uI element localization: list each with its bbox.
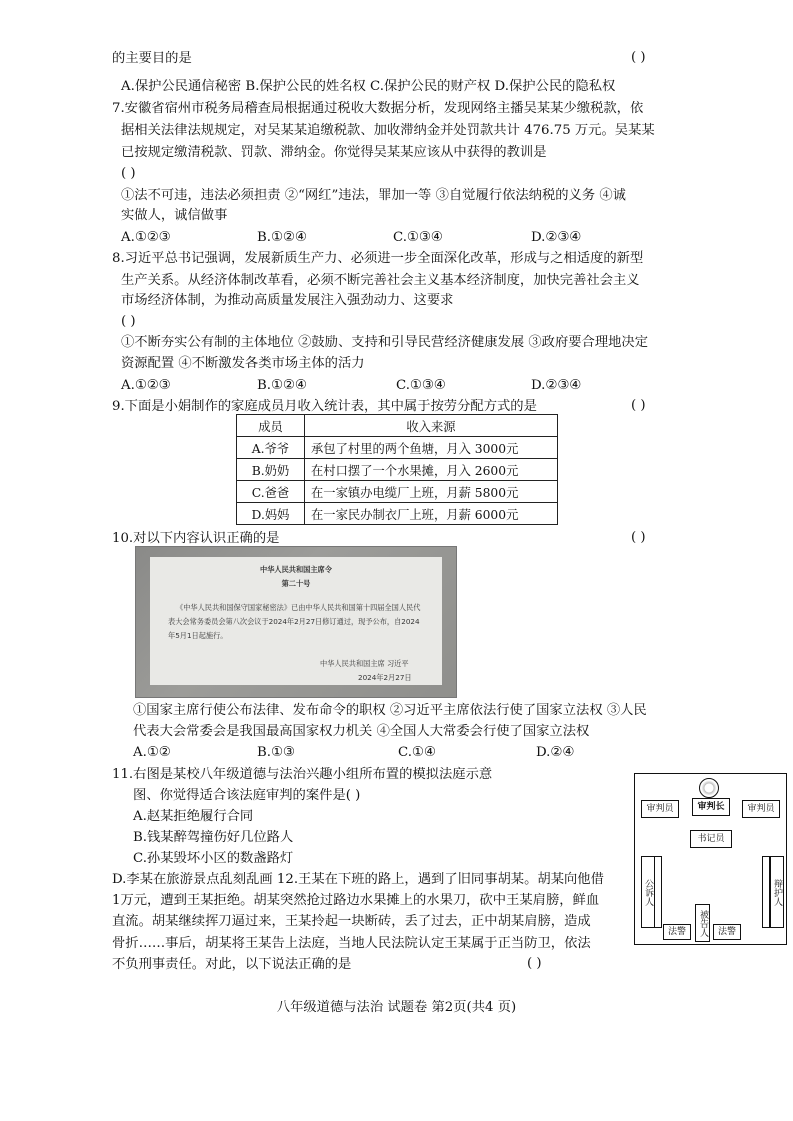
decree-body-line2: 表大会常务委员会第八次会议于2024年2月27日修订通过，现予公布，自2024 [168,617,420,626]
q7-option-c[interactable]: C.①③④ [393,230,443,245]
cell-member: B.奶奶 [237,459,305,481]
q11-option-c[interactable]: C.孙某毁坏小区的数盏路灯 [133,851,294,866]
header-member: 成员 [237,415,305,437]
q7-option-a[interactable]: A.①②③ [121,230,171,245]
decree-title: 中华人民共和国主席令 [260,565,332,574]
q10-answer-blank[interactable]: ( ) [631,530,646,545]
decree-paper [150,557,442,685]
q11-option-a[interactable]: A.赵某拒绝履行合同 [133,809,254,824]
q7-stem-line1: 7.安徽省宿州市税务局稽查局根据通过税收大数据分析，发现网络主播吴某某少缴税款，依 [112,101,644,116]
q6-options: A.保护公民通信秘密 B.保护公民的姓名权 C.保护公民的财产权 D.保护公民的隐私权 [121,79,616,94]
q7-answer-blank[interactable]: ( ) [121,166,136,181]
mock-courtroom-diagram [634,773,787,945]
cell-member: D.妈妈 [237,503,305,525]
clerk-box: 书记员 [690,830,732,848]
q12-stem-line5: 不负刑事责任。对此，以下说法正确的是 [112,957,352,972]
table-row [237,503,558,525]
q10-items-line2: 代表大会常委会是我国最高国家权力机关 ④全国人大常委会行使了国家立法权 [133,724,590,739]
q8-option-c[interactable]: C.①③④ [396,378,446,393]
q6-stem-tail: 的主要目的是 [112,51,192,66]
q11-option-b[interactable]: B.钱某醉驾撞伤好几位路人 [133,830,294,845]
cell-income: 承包了村里的两个鱼塘，月入 3000元 [305,437,558,459]
decree-signature: 中华人民共和国主席 习近平 [320,659,409,668]
q8-stem-line2: 生产关系。从经济体制改革看，必须不断完善社会主义基本经济制度，加快完善社会主义 [121,273,640,288]
presidential-decree-photo [135,546,457,698]
q12-stem-line1: D.李某在旅游景点乱刻乱画 12.王某在下班的路上，遇到了旧同事胡某。胡某向他借 [112,872,604,887]
q8-items-line1: ①不断夯实公有制的主体地位 ②鼓励、支持和引导民营经济健康发展 ③政府要合理地决定 [121,335,649,350]
q11-stem-line2: 图、你觉得适合该法庭审判的案件是( ) [133,788,361,803]
defender-desk [762,856,770,928]
q8-items-line2: 资源配置 ④不断激发各类市场主体的活力 [121,356,365,371]
q11-stem-line1: 11.右图是某校八年级道德与法治兴趣小组所布置的模拟法庭示意 [112,767,493,782]
chief-judge-box: 审判长 [692,798,730,816]
prosecutor-desk [654,856,662,928]
national-emblem-icon [699,778,719,798]
income-table-header [237,415,558,437]
prosecutor-box: 公诉人 [641,856,655,928]
q10-option-c[interactable]: C.①④ [398,745,436,760]
q9-stem: 9.下面是小娟制作的家庭成员月收入统计表，其中属于按劳分配方式的是 [112,399,537,414]
q9-answer-blank[interactable]: ( ) [631,398,646,413]
q7-items-line2: 实做人，诚信做事 [121,208,228,223]
q8-option-d[interactable]: D.②③④ [531,378,582,393]
q10-stem: 10.对以下内容认识正确的是 [112,531,280,546]
decree-number: 第二十号 [281,579,311,588]
table-row [237,481,558,503]
judge-left-box: 审判员 [641,800,679,818]
q12-stem-line2: 1万元，遭到王某拒绝。胡某突然抢过路边水果摊上的水果刀，砍中王某肩膀，鲜血 [112,893,600,908]
q8-stem-line3: 市场经济体制，为推动高质量发展注入强劲动力、这要求 [121,293,454,308]
q7-option-d[interactable]: D.②③④ [531,230,582,245]
q7-items-line1: ①法不可违，违法必须担责 ②“网红”违法，罪加一等 ③自觉履行依法纳税的义务 ④诚 [121,188,626,203]
bailiff-left-box: 法警 [663,924,691,940]
q7-option-b[interactable]: B.①②④ [257,230,307,245]
cell-member: C.爸爸 [237,481,305,503]
q6-answer-blank[interactable]: ( ) [631,50,646,65]
decree-date: 2024年2月27日 [358,673,412,682]
income-table [236,414,558,525]
cell-member: A.爷爷 [237,437,305,459]
q7-stem-line2: 据相关法律法规规定，对吴某某追缴税款、加收滞纳金并处罚款共计 476.75 万元。吴某某 [121,123,655,138]
table-row [237,437,558,459]
q8-option-b[interactable]: B.①②④ [257,378,307,393]
page-footer: 八年级道德与法治 试题卷 第2页(共4 页) [276,1000,517,1015]
q10-option-b[interactable]: B.①③ [257,745,295,760]
q8-stem-line1: 8.习近平总书记强调，发展新质生产力、必须进一步全面深化改革，形成与之相适度的新型 [112,251,644,266]
q10-option-a[interactable]: A.①② [133,745,171,760]
defendant-box: 被告人 [695,904,710,942]
q12-answer-blank[interactable]: ( ) [527,956,542,971]
decree-body-line1: 《中华人民共和国保守国家秘密法》已由中华人民共和国第十四届全国人民代 [176,603,421,612]
table-row [237,459,558,481]
q10-option-d[interactable]: D.②④ [536,745,575,760]
q12-stem-line3: 直流。胡某继续挥刀逼过来，王某拎起一块断砖，丢了过去，正中胡某肩膀，造成 [112,914,591,929]
cell-income: 在村口摆了一个水果摊，月入 2600元 [305,459,558,481]
q12-stem-line4: 骨折……事后，胡某将王某告上法庭，当地人民法院认定王某属于正当防卫，依法 [112,936,591,951]
q8-answer-blank[interactable]: ( ) [121,314,136,329]
bailiff-right-box: 法警 [713,924,741,940]
judge-right-box: 审判员 [742,800,780,818]
cell-income: 在一家镇办电缆厂上班，月薪 5800元 [305,481,558,503]
q10-items-line1: ①国家主席行使公布法律、发布命令的职权 ②习近平主席依法行使了国家立法权 ③人民 [133,703,647,718]
header-income-source: 收入来源 [305,415,558,437]
cell-income: 在一家民办制衣厂上班，月薪 6000元 [305,503,558,525]
q7-stem-line3: 已按规定缴清税款、罚款、滞纳金。你觉得吴某某应该从中获得的教训是 [121,145,547,160]
decree-body-line3: 年5月1日起施行。 [168,631,228,640]
defender-box: 辩护人 [770,856,784,928]
q8-option-a[interactable]: A.①②③ [121,378,171,393]
